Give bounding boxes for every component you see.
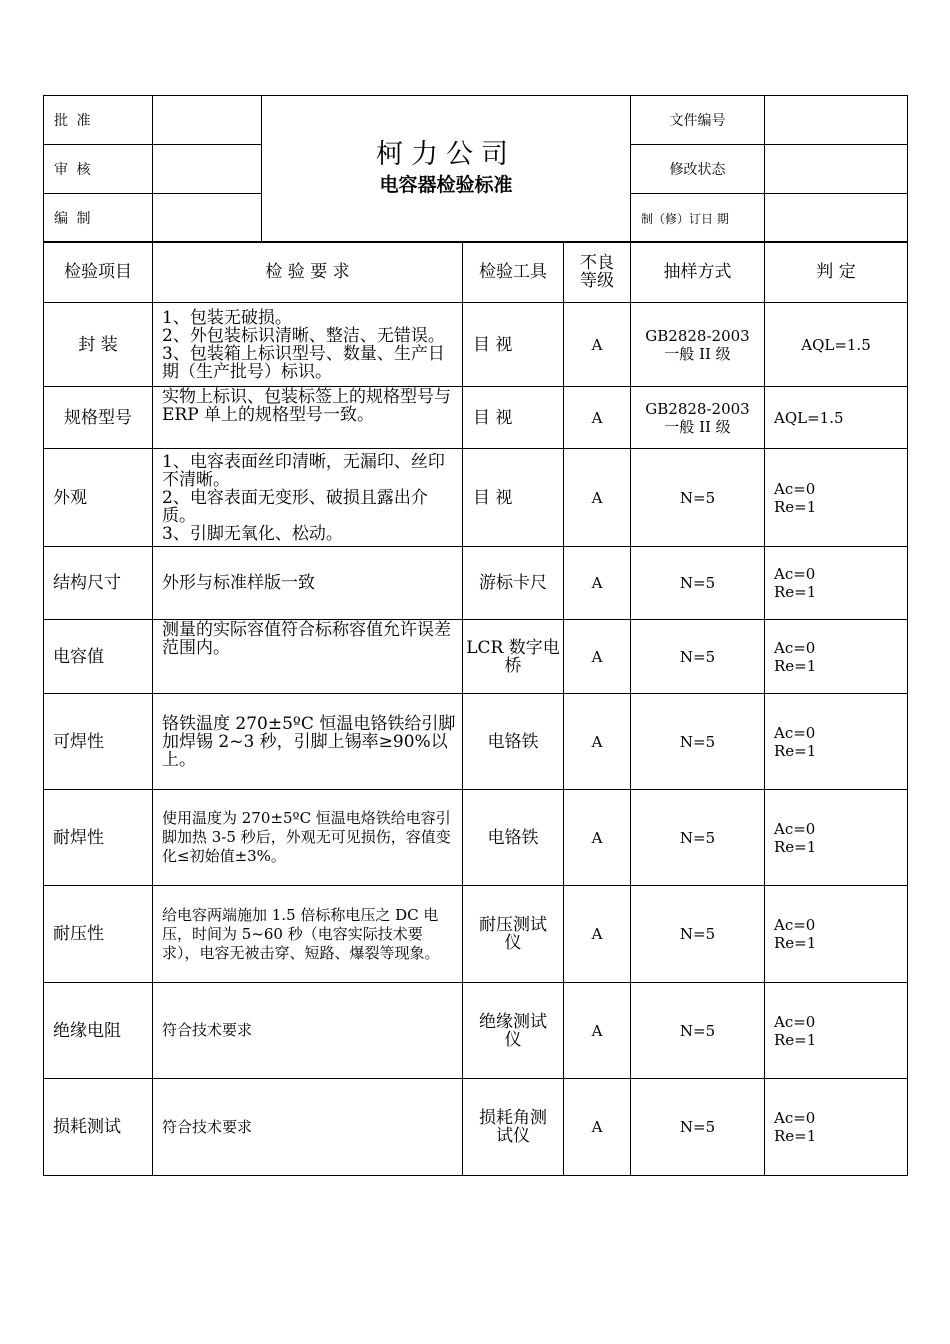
row-grade: A bbox=[564, 449, 631, 547]
sampling-line: N=5 bbox=[679, 1021, 716, 1040]
table-row bbox=[44, 886, 908, 983]
revision-value-cell bbox=[765, 145, 908, 194]
row-requirement bbox=[153, 886, 463, 983]
judgment-line: Re=1 bbox=[774, 741, 817, 760]
requirement-line: 3、包装箱上标识型号、数量、生产日期（生产批号）标识。 bbox=[162, 343, 445, 382]
row-grade: A bbox=[564, 886, 631, 983]
col-header-sampling: 抽样方式 bbox=[631, 242, 765, 303]
row-tool: 目 视 bbox=[463, 449, 564, 547]
table-header-row bbox=[44, 242, 908, 303]
sampling-line: 一般 II 级 bbox=[664, 417, 731, 436]
row-item: 耐焊性 bbox=[44, 790, 153, 886]
revision-label: 修改状态 bbox=[631, 145, 765, 194]
judgment-line: Ac=0 bbox=[774, 1109, 816, 1127]
judgment-line: Ac=0 bbox=[774, 916, 816, 934]
table-row bbox=[44, 449, 908, 547]
sampling-line: 一般 II 级 bbox=[664, 344, 731, 363]
row-sampling bbox=[631, 694, 765, 790]
review-label: 审 核 bbox=[44, 145, 153, 194]
row-grade: A bbox=[564, 694, 631, 790]
judgment-line: Re=1 bbox=[774, 583, 817, 601]
sampling-line: GB2828-2003 bbox=[645, 399, 750, 418]
judgment-line: Ac=0 bbox=[774, 819, 816, 838]
sampling-line: N=5 bbox=[679, 925, 716, 943]
row-item: 结构尺寸 bbox=[44, 547, 153, 620]
row-tool: 游标卡尺 bbox=[463, 547, 564, 620]
table-row bbox=[44, 303, 908, 387]
row-requirement bbox=[153, 547, 463, 620]
requirement-line: 使用温度为 270±5ºC 恒温电烙铁给电容引脚加热 3-5 秒后，外观无可见损伤，容值变化≤初始值±3%。 bbox=[162, 809, 451, 865]
row-sampling bbox=[631, 303, 765, 387]
row-judgment bbox=[765, 620, 908, 694]
sampling-line: N=5 bbox=[679, 488, 716, 507]
judgment-line: Ac=0 bbox=[774, 1012, 816, 1031]
compile-value-cell bbox=[153, 194, 262, 243]
judgment-line: Re=1 bbox=[774, 497, 817, 516]
compile-label: 编 制 bbox=[44, 194, 153, 243]
row-grade: A bbox=[564, 547, 631, 620]
sampling-line: N=5 bbox=[679, 647, 716, 666]
row-grade: A bbox=[564, 1079, 631, 1176]
title-block bbox=[262, 96, 631, 243]
judgment-line: Ac=0 bbox=[774, 479, 816, 498]
row-tool: 耐压测试仪 bbox=[463, 886, 564, 983]
row-item: 外观 bbox=[44, 449, 153, 547]
requirement-line: 符合技术要求 bbox=[162, 1117, 253, 1136]
col-header-grade: 不良等级 bbox=[564, 242, 631, 303]
row-sampling bbox=[631, 1079, 765, 1176]
row-item: 绝缘电阻 bbox=[44, 983, 153, 1079]
row-grade: A bbox=[564, 620, 631, 694]
row-tool: 目 视 bbox=[463, 387, 564, 449]
row-tool: 损耗角测试仪 bbox=[463, 1079, 564, 1176]
row-requirement bbox=[153, 790, 463, 886]
revision-date-label: 制（修）订日 期 bbox=[631, 194, 765, 243]
row-requirement bbox=[153, 449, 463, 547]
requirement-line: 1、电容表面丝印清晰，无漏印、丝印不清晰。 bbox=[162, 451, 445, 490]
row-judgment bbox=[765, 387, 908, 449]
row-grade: A bbox=[564, 790, 631, 886]
row-item: 规格型号 bbox=[44, 387, 153, 449]
row-item: 耐压性 bbox=[44, 886, 153, 983]
row-grade: A bbox=[564, 387, 631, 449]
row-item: 封 装 bbox=[44, 303, 153, 387]
requirement-line: 铬铁温度 270±5ºC 恒温电铬铁给引脚加焊锡 2~3 秒，引脚上锡率≥90%以上。 bbox=[162, 713, 456, 770]
judgment-line: Ac=0 bbox=[774, 565, 816, 583]
col-header-requirement: 检 验 要 求 bbox=[153, 242, 463, 303]
table-row bbox=[44, 547, 908, 620]
sampling-line: GB2828-2003 bbox=[645, 326, 750, 345]
row-requirement bbox=[153, 1079, 463, 1176]
col-header-item: 检验项目 bbox=[44, 242, 153, 303]
sampling-line: N=5 bbox=[679, 574, 716, 592]
row-judgment bbox=[765, 1079, 908, 1176]
requirement-line: 1、包装无破损。 bbox=[162, 307, 292, 328]
inspection-table bbox=[43, 241, 908, 1176]
row-tool: 电铬铁 bbox=[463, 790, 564, 886]
row-tool: LCR 数字电桥 bbox=[463, 620, 564, 694]
doc-number-label: 文件编号 bbox=[631, 96, 765, 145]
row-judgment bbox=[765, 694, 908, 790]
row-judgment bbox=[765, 790, 908, 886]
row-tool: 电铬铁 bbox=[463, 694, 564, 790]
judgment-line: AQL=1.5 bbox=[801, 335, 871, 354]
row-item: 损耗测试 bbox=[44, 1079, 153, 1176]
judgment-line: Re=1 bbox=[774, 837, 817, 856]
judgment-line: Re=1 bbox=[774, 1127, 817, 1145]
requirement-line: 测量的实际容值符合标称容值允许误差范围内。 bbox=[162, 620, 451, 658]
row-sampling bbox=[631, 547, 765, 620]
table-row bbox=[44, 387, 908, 449]
row-sampling bbox=[631, 983, 765, 1079]
row-grade: A bbox=[564, 303, 631, 387]
requirement-line: 3、引脚无氧化、松动。 bbox=[162, 523, 343, 544]
judgment-line: Re=1 bbox=[774, 1030, 817, 1049]
row-judgment bbox=[765, 983, 908, 1079]
row-requirement bbox=[153, 387, 463, 449]
company-name: 柯力公司 bbox=[376, 139, 516, 170]
judgment-line: Re=1 bbox=[774, 934, 817, 952]
row-requirement bbox=[153, 694, 463, 790]
row-sampling bbox=[631, 387, 765, 449]
row-sampling bbox=[631, 790, 765, 886]
document-header bbox=[43, 95, 908, 243]
col-header-tool: 检验工具 bbox=[463, 242, 564, 303]
row-sampling bbox=[631, 620, 765, 694]
approve-label: 批 准 bbox=[44, 96, 153, 145]
row-sampling bbox=[631, 449, 765, 547]
row-judgment bbox=[765, 886, 908, 983]
requirement-line: 给电容两端施加 1.5 倍标称电压之 DC 电压，时间为 5~60 秒（电容实际技术要求），电容无被击穿、短路、爆裂等现象。 bbox=[162, 905, 440, 962]
row-tool: 绝缘测试仪 bbox=[463, 983, 564, 1079]
document-title: 电容器检验标准 bbox=[379, 174, 513, 196]
requirement-line: 实物上标识、包装标签上的规格型号与 ERP 单上的规格型号一致。 bbox=[162, 387, 451, 425]
requirement-line: 2、外包装标识清晰、整洁、无错误。 bbox=[162, 325, 445, 346]
judgment-line: Re=1 bbox=[774, 656, 817, 675]
requirement-line: 2、电容表面无变形、破损且露出介质。 bbox=[162, 487, 428, 526]
table-row bbox=[44, 620, 908, 694]
judgment-line: AQL=1.5 bbox=[774, 408, 844, 427]
row-requirement bbox=[153, 983, 463, 1079]
sampling-line: N=5 bbox=[679, 1118, 716, 1136]
table-row bbox=[44, 983, 908, 1079]
row-judgment bbox=[765, 449, 908, 547]
row-item: 电容值 bbox=[44, 620, 153, 694]
doc-number-value-cell bbox=[765, 96, 908, 145]
review-value-cell bbox=[153, 145, 262, 194]
sampling-line: N=5 bbox=[679, 828, 716, 847]
judgment-line: Ac=0 bbox=[774, 723, 816, 742]
revision-date-value-cell bbox=[765, 194, 908, 243]
row-sampling bbox=[631, 886, 765, 983]
judgment-line: Ac=0 bbox=[774, 638, 816, 657]
row-requirement bbox=[153, 303, 463, 387]
row-grade: A bbox=[564, 983, 631, 1079]
col-header-judgment: 判 定 bbox=[765, 242, 908, 303]
row-tool: 目 视 bbox=[463, 303, 564, 387]
table-row bbox=[44, 694, 908, 790]
row-requirement bbox=[153, 620, 463, 694]
row-judgment bbox=[765, 303, 908, 387]
table-row bbox=[44, 1079, 908, 1176]
requirement-line: 外形与标准样版一致 bbox=[162, 573, 315, 593]
row-item: 可焊性 bbox=[44, 694, 153, 790]
sampling-line: N=5 bbox=[679, 732, 716, 751]
row-judgment bbox=[765, 547, 908, 620]
table-row bbox=[44, 790, 908, 886]
requirement-line: 符合技术要求 bbox=[162, 1021, 253, 1039]
approve-value-cell bbox=[153, 96, 262, 145]
